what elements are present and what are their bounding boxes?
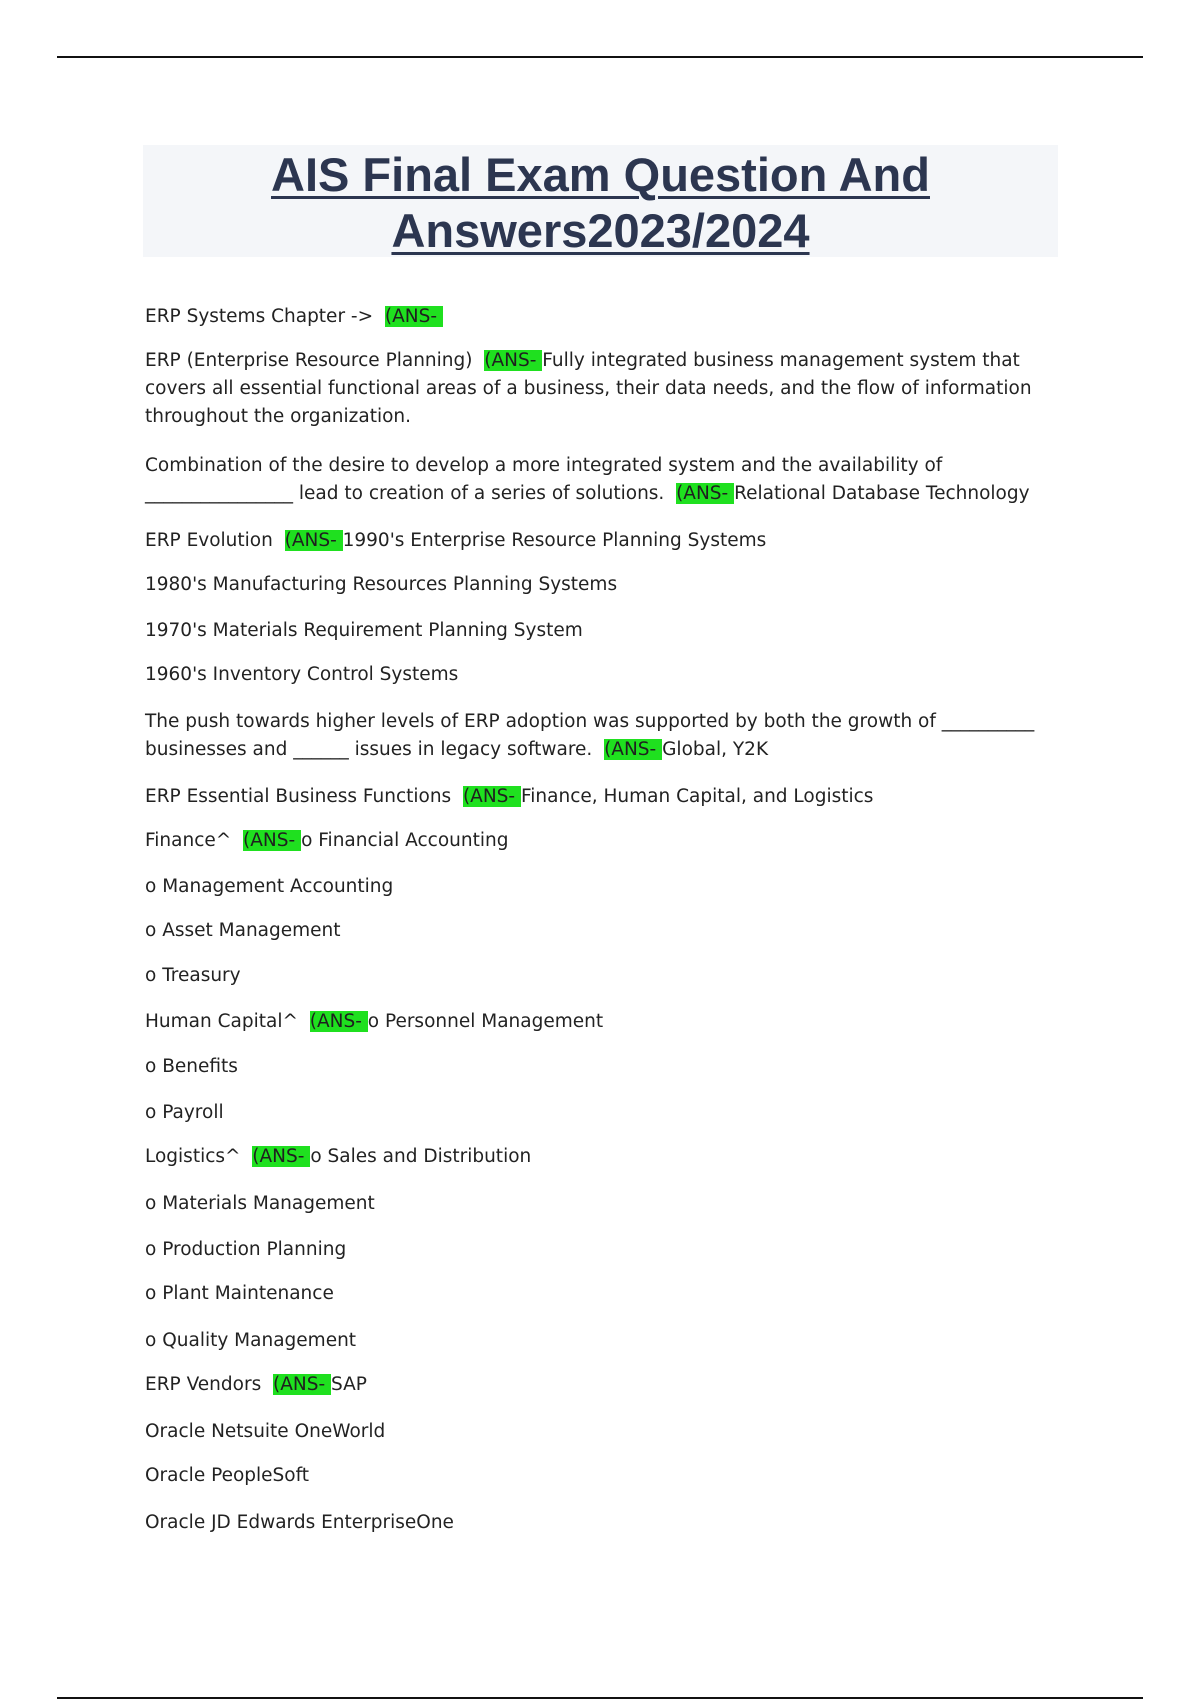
answer: Fully integrated business management system that covers all essential functional areas of a business, their data needs, and the flow of information throughout the organization. (145, 350, 1038, 427)
list-item: o Asset Management (145, 920, 341, 941)
answer-tag: (ANS- (272, 1374, 331, 1395)
list-item: 1970's Materials Requirement Planning System (145, 620, 583, 641)
list-item: o Plant Maintenance (145, 1283, 334, 1304)
list-item: o Quality Management (145, 1330, 357, 1351)
question: Logistics^ (145, 1146, 253, 1167)
qa-entry (145, 1008, 1045, 1036)
question: The push towards higher levels of ERP adoption was supported by both the growth of __________ businesses and ______ issues in legacy software. (145, 711, 1041, 760)
question: ERP (Enterprise Resource Planning) (145, 350, 485, 371)
question: ERP Essential Business Functions (145, 786, 463, 807)
answer: o Sales and Distribution (310, 1146, 532, 1167)
qa-entry (145, 783, 1045, 811)
answer: o Financial Accounting (301, 830, 509, 851)
answer: 1990's Enterprise Resource Planning Systems (342, 530, 767, 551)
top-rule (57, 56, 1143, 58)
question: ERP Systems Chapter -> (145, 306, 385, 327)
qa-entry (145, 347, 1045, 431)
qa-entry (145, 1371, 1045, 1399)
answer-tag: (ANS- (676, 483, 735, 504)
answer-tag: (ANS- (462, 786, 521, 807)
qa-entry (145, 303, 1045, 331)
list-item: o Management Accounting (145, 876, 394, 897)
title-banner (143, 145, 1058, 257)
answer: Relational Database Technology (734, 483, 1030, 504)
qa-entry (145, 527, 1045, 555)
list-item: 1980's Manufacturing Resources Planning Systems (145, 574, 618, 595)
answer-tag: (ANS- (384, 306, 443, 327)
qa-entry (145, 452, 1045, 508)
question: Finance^ (145, 830, 244, 851)
answer: o Personnel Management (367, 1011, 604, 1032)
bottom-rule (57, 1697, 1143, 1699)
answer: SAP (331, 1374, 367, 1395)
answer-tag: (ANS- (284, 530, 343, 551)
list-item: o Treasury (145, 965, 241, 986)
answer-tag: (ANS- (604, 739, 663, 760)
question: ERP Evolution (145, 530, 285, 551)
qa-entry (145, 1143, 1045, 1171)
list-item: o Production Planning (145, 1239, 347, 1260)
qa-entry (145, 708, 1045, 764)
document-title (143, 145, 1058, 259)
answer-tag: (ANS- (309, 1011, 368, 1032)
answer-tag: (ANS- (243, 830, 302, 851)
question: Human Capital^ (145, 1011, 310, 1032)
list-item: o Benefits (145, 1056, 238, 1077)
answer-tag: (ANS- (484, 350, 543, 371)
list-item: Oracle JD Edwards EnterpriseOne (145, 1512, 454, 1533)
answer: Finance, Human Capital, and Logistics (520, 786, 874, 807)
list-item: Oracle PeopleSoft (145, 1465, 310, 1486)
list-item: 1960's Inventory Control Systems (145, 664, 459, 685)
question: Combination of the desire to develop a more integrated system and the availability of ________________ lead to creation of a series of solutions. (145, 455, 949, 504)
qa-entry (145, 827, 1045, 855)
question: ERP Vendors (145, 1374, 273, 1395)
answer-tag: (ANS- (252, 1146, 311, 1167)
list-item: o Materials Management (145, 1193, 375, 1214)
list-item: o Payroll (145, 1102, 224, 1123)
title-line-1: AIS Final Exam Question And (271, 148, 930, 201)
title-line-2: Answers2023/2024 (391, 204, 810, 257)
list-item: Oracle Netsuite OneWorld (145, 1421, 386, 1442)
answer: Global, Y2K (662, 739, 769, 760)
